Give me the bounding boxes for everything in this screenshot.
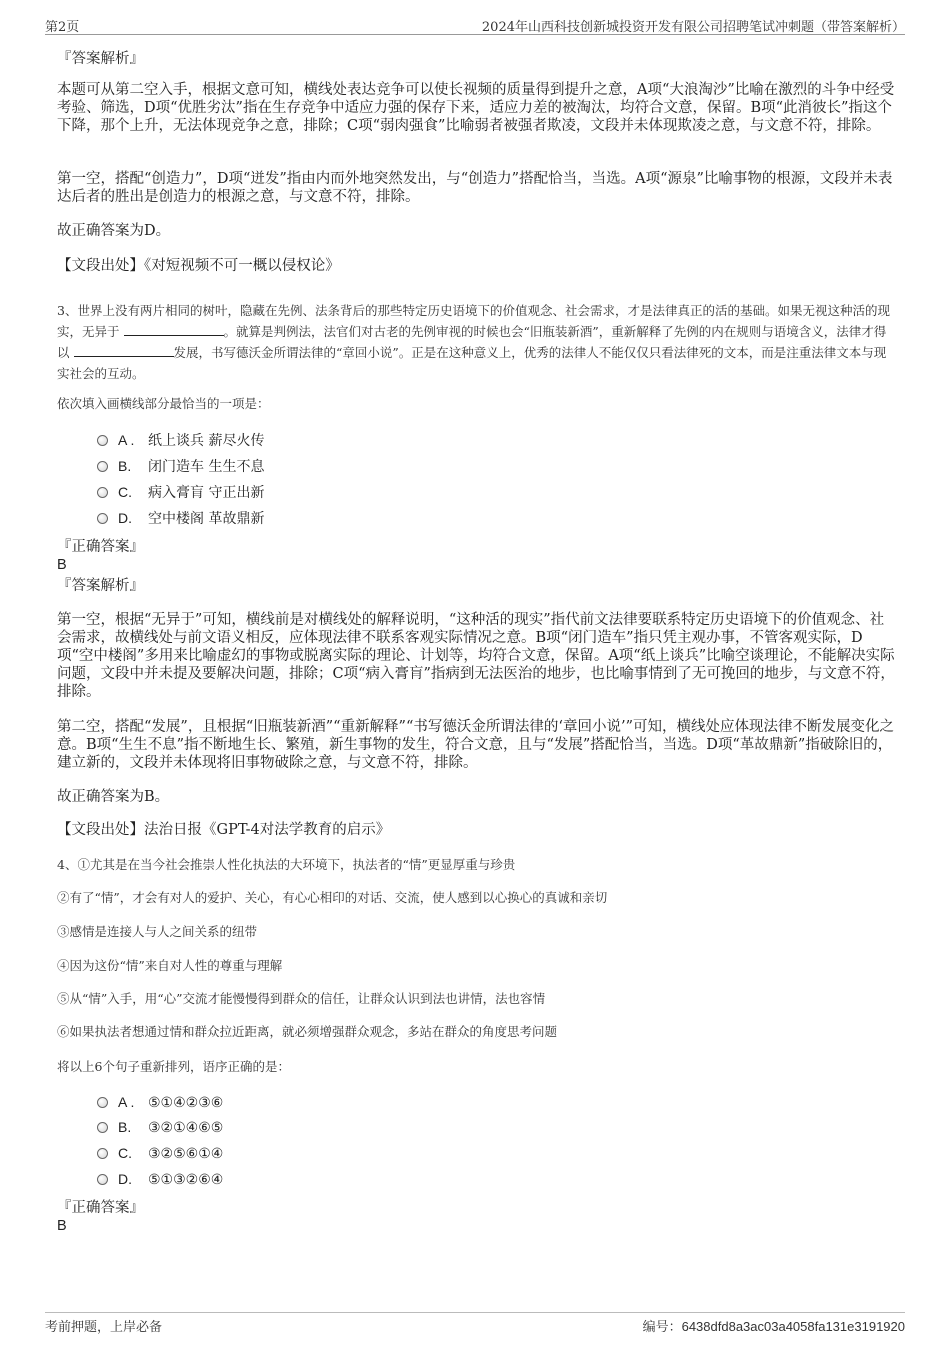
option-a[interactable] <box>97 431 264 450</box>
radio-icon[interactable] <box>97 487 108 498</box>
document-code <box>643 1316 905 1335</box>
stem-text: 发展，书写德沃金所谓法律的“章回小说”。正是在这种意义上，优秀的法律人不能仅仅只看法律死的文本，而是注重法律文本与现实社会的互动。 <box>57 345 887 381</box>
sentence-2: ②有了“情”，才会有对人的爱护、关心，有心心相印的对话、交流，使人感到以心换心的真诚和亲切 <box>57 890 608 905</box>
option-text: 空中楼阁 革故鼎新 <box>148 511 265 527</box>
option-letter: A . <box>118 432 135 448</box>
stem-text: 。就算是判例法，法官们对古老的先例审视的时候也会“旧瓶装新酒”，重新解释了先例的内在规则与语境含义，法律才得以 <box>57 324 887 360</box>
option-letter: D. <box>118 510 132 526</box>
code-value: 6438dfd8a3ac03a4058fa131e3191920 <box>681 1319 905 1334</box>
option-text: ③②①④⑥⑤ <box>148 1120 224 1136</box>
page-footer <box>45 1312 905 1337</box>
radio-icon[interactable] <box>97 1122 108 1133</box>
option-letter: B. <box>118 1119 132 1135</box>
page-header <box>45 14 905 35</box>
correct-answer-label: 『正确答案』 <box>57 539 144 555</box>
option-text: ⑤①③②⑥④ <box>148 1172 224 1188</box>
radio-icon[interactable] <box>97 461 108 472</box>
sentence-1: 4、①尤其是在当今社会推崇人性化执法的大环境下，执法者的“情”更显厚重与珍贵 <box>57 857 516 872</box>
code-label: 编号： <box>642 1320 682 1335</box>
option-letter: B. <box>118 458 132 474</box>
option-letter: D. <box>118 1171 132 1187</box>
answer-conclusion: 故正确答案为D。 <box>57 223 171 239</box>
radio-icon[interactable] <box>97 1148 108 1159</box>
document-title: 2024年山西科技创新城投资开发有限公司招聘笔试冲刺题（带答案解析） <box>481 20 905 35</box>
sentence-5: ⑤从“情”入手，用“心”交流才能慢慢得到群众的信任，让群众认识到法也讲情，法也容情 <box>57 991 546 1006</box>
fill-blank-2 <box>74 344 174 357</box>
option-b[interactable] <box>97 457 264 476</box>
option-letter: C. <box>118 1145 132 1161</box>
option-text: 闭门造车 生生不息 <box>148 459 265 475</box>
question-stem <box>57 300 895 384</box>
radio-icon[interactable] <box>97 1174 108 1185</box>
sentence-3: ③感情是连接人与人之间关系的纽带 <box>57 924 258 939</box>
question-prompt: 依次填入画横线部分最恰当的一项是： <box>57 396 270 411</box>
stem-text: 3、世界上没有两片相同的树叶，隐藏在先例、法条背后的那些特定历史语境下的价值观念、社会需求，才是法律真正的活的基础。如果无视这种活的现实，无异于 <box>57 303 890 339</box>
option-letter: C. <box>118 484 132 500</box>
correct-answer-label: 『正确答案』 <box>57 1200 144 1216</box>
option-c[interactable] <box>97 483 264 502</box>
radio-icon[interactable] <box>97 1097 108 1108</box>
analysis-paragraph: 第一空，根据“无异于”可知，横线前是对横线处的解释说明，“这种活的现实”指代前文法律要联系特定历史语境下的价值观念、社会需求，故横线处与前文语义相反，应体现法律不联系客观实际情况之意。B项“闭门造车”指只凭主观办事，不管客观实际，D项“空中楼阁”多用来比喻虚幻的事物或脱离实际的理论、计划等，均符合文意，保留。A项“纸上谈兵”比喻空谈理论，不能解决实际问题，文段中并未提及要解决问题，排除；C项“病入膏肓”指病到无法医治的地步，也比喻事情到了无可挽回的地步，与文意不符，排除。 <box>57 612 895 700</box>
option-d[interactable] <box>97 1170 223 1189</box>
option-c[interactable] <box>97 1144 223 1163</box>
radio-icon[interactable] <box>97 513 108 524</box>
analysis-paragraph: 第二空，搭配“发展”，且根据“旧瓶装新酒”“重新解释”“书写德沃金所谓法律的‘章回小说’”可知，横线处应体现法律不断发展变化之意。B项“生生不息”指不断地生长、繁殖，新生事物的发生，符合文意，且与“发展”搭配恰当，当选。D项“革故鼎新”指破除旧的，建立新的，文段并未体现将旧事物破除之意，与文意不符，排除。 <box>57 719 895 771</box>
answer-conclusion: 故正确答案为B。 <box>57 789 170 805</box>
sentence-4: ④因为这份“情”来自对人性的尊重与理解 <box>57 958 283 973</box>
page-number: 第2页 <box>45 20 80 35</box>
option-b[interactable] <box>97 1118 223 1137</box>
fill-blank-1 <box>124 323 224 336</box>
option-a[interactable] <box>97 1093 223 1112</box>
option-text: ⑤①④②③⑥ <box>148 1095 224 1111</box>
radio-icon[interactable] <box>97 435 108 446</box>
option-text: 病入膏肓 守正出新 <box>148 485 265 501</box>
analysis-label: 『答案解析』 <box>57 578 144 594</box>
analysis-paragraph: 本题可从第二空入手，根据文意可知，横线处表达竞争可以使长视频的质量得到提升之意，A项“大浪淘沙”比喻在激烈的斗争中经受考验、筛选，D项“优胜劣汰”指在生存竞争中适应力强的保存下来，适应力差的被淘汰，均符合文意，保留。B项“此消彼长”指这个下降，那个上升，无法体现竞争之意，排除；C项“弱肉强食”比喻弱者被强者欺凌，文段并未体现欺凌之意，与文意不符，排除。 <box>57 82 895 134</box>
source-citation: 【文段出处】《对短视频不可一概以侵权论》 <box>57 258 340 274</box>
option-letter: A . <box>118 1094 135 1110</box>
footer-slogan: 考前押题，上岸必备 <box>45 1320 163 1335</box>
analysis-paragraph: 第一空，搭配“创造力”，D项“迸发”指由内而外地突然发出，与“创造力”搭配恰当，当选。A项“源泉”比喻事物的根源，文段并未表达后者的胜出是创造力的根源之意，与文意不符，排除。 <box>57 171 893 205</box>
sentence-6: ⑥如果执法者想通过情和群众拉近距离，就必须增强群众观念，多站在群众的角度思考问题 <box>57 1024 558 1039</box>
correct-answer: B <box>57 1218 67 1234</box>
question-prompt: 将以上6个句子重新排列，语序正确的是： <box>57 1059 290 1074</box>
analysis-label: 『答案解析』 <box>57 51 144 67</box>
correct-answer: B <box>57 557 67 573</box>
option-text: 纸上谈兵 薪尽火传 <box>148 433 265 449</box>
option-text: ③②⑤⑥①④ <box>148 1146 224 1162</box>
option-d[interactable] <box>97 509 264 528</box>
source-citation: 【文段出处】法治日报《GPT-4对法学教育的启示》 <box>57 822 391 838</box>
